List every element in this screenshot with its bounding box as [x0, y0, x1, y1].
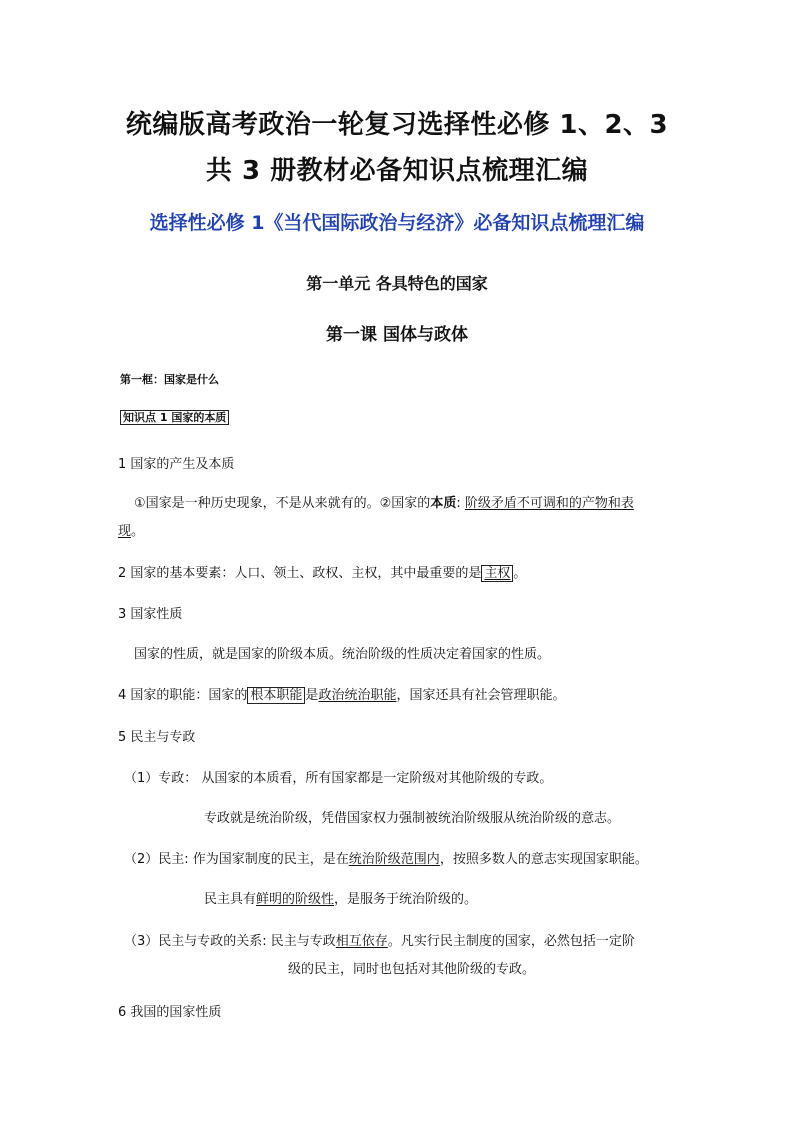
item-4-fundamental-boxed: 根本职能 [247, 687, 305, 704]
item-4-line [118, 684, 565, 703]
item-4-is: 是 [305, 688, 319, 703]
item-1-period: 。 [131, 524, 145, 539]
frame-heading: 第一框：国家是什么 [120, 373, 219, 386]
item-1-essence-underlined-cont: 现 [118, 524, 132, 539]
item-1-line1 [134, 492, 634, 511]
item-5-2-line [124, 848, 648, 867]
item-5-3-interdependent-underlined: 相互依存 [335, 934, 388, 949]
item-5-3-rest: 。凡实行民主制度的国家，必然包括一定阶 [387, 934, 635, 949]
knowledge-point-heading [120, 409, 229, 425]
item-5-heading: 5 民主与专政 [118, 730, 196, 745]
item-5-2-rest2: ，是服务于统治阶级的。 [334, 892, 478, 907]
knowledge-point-box: 知识点 1 国家的本质 [120, 410, 229, 425]
doc-title-line1: 统编版高考政治一轮复习选择性必修 1、2、3 [125, 110, 669, 140]
item-5-1-line: （1）专政： 从国家的本质看，所有国家都是一定阶级对其他阶级的专政。 [124, 771, 553, 786]
doc-title-line2: 共 3 册教材必备知识点梳理汇编 [205, 156, 589, 186]
item-5-2-line2 [204, 888, 477, 907]
item-4-political-rule-underlined: 政治统治职能 [318, 688, 397, 703]
item-5-1-line2: 专政就是统治阶级，凭借国家权力强制被统治阶级服从统治阶级的意志。 [204, 811, 621, 826]
item-1-colon: : [456, 496, 465, 511]
item-5-2-text2: 民主具有 [204, 892, 257, 907]
item-3-body: 国家的性质，就是国家的阶级本质。统治阶级的性质决定着国家的性质。 [134, 647, 551, 662]
item-1-essence-underlined: 阶级矛盾不可调和的产物和表 [464, 496, 634, 511]
item-2-line [118, 562, 526, 581]
item-5-2-text: （2）民主: 作为国家制度的民主，是在 [124, 852, 349, 867]
item-1-text: ①国家是一种历史现象，不是从来就有的。②国家的 [134, 496, 431, 511]
item-2-period: 。 [513, 566, 527, 581]
item-5-2-underlined: 统治阶级范围内 [348, 852, 440, 867]
item-5-2-class-nature-underlined: 鲜明的阶级性 [256, 892, 335, 907]
lesson-heading: 第一课 国体与政体 [326, 325, 468, 345]
item-1-line2 [118, 520, 144, 539]
item-5-2-rest: ，按照多数人的意志实现国家职能。 [439, 852, 648, 867]
item-5-3-line2: 级的民主，同时也包括对其他阶级的专政。 [288, 962, 536, 977]
item-4-text: 4 国家的职能：国家的 [118, 688, 248, 703]
item-1-essence-label: 本质 [430, 496, 457, 511]
item-4-rest: ，国家还具有社会管理职能。 [396, 688, 566, 703]
unit-heading: 第一单元 各具特色的国家 [306, 274, 488, 293]
item-1-heading: 1 国家的产生及本质 [118, 457, 235, 472]
item-2-text: 2 国家的基本要素：人口、领土、政权、主权，其中最重要的是 [118, 566, 482, 581]
item-5-3-text: （3）民主与专政的关系: 民主与专政 [124, 934, 336, 949]
item-2-sovereignty-boxed: 主权 [481, 565, 513, 582]
doc-subtitle: 选择性必修 1《当代国际政治与经济》必备知识点梳理汇编 [149, 212, 645, 234]
item-3-heading: 3 国家性质 [118, 607, 183, 622]
item-6-heading: 6 我国的国家性质 [118, 1005, 222, 1020]
item-5-3-line [124, 930, 635, 949]
